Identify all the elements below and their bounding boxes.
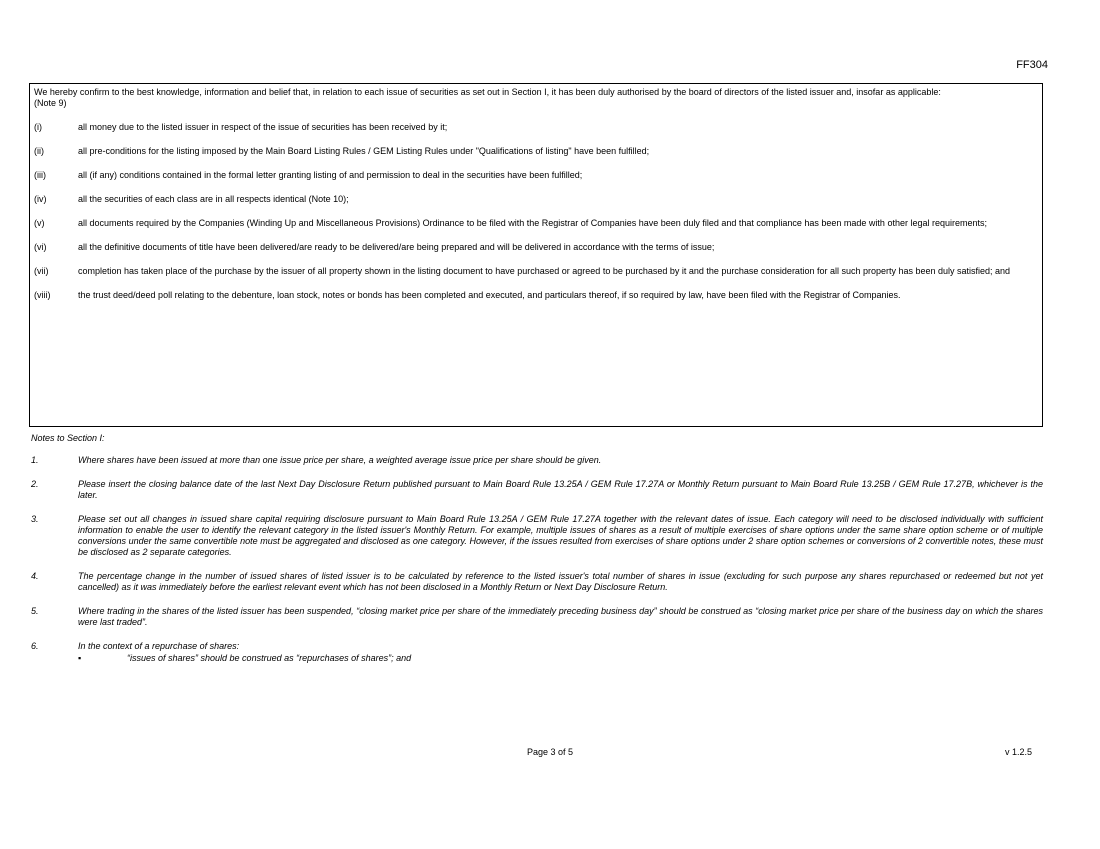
note-text: In the context of a repurchase of shares: [78, 641, 240, 651]
confirmation-item [34, 194, 1038, 205]
note-bullet-text: “issues of shares” should be construed as “repurchases of shares”; and [127, 653, 412, 663]
item-number: (iii) [34, 170, 46, 180]
item-number: (vi) [34, 242, 47, 252]
confirmation-item [34, 218, 1038, 229]
note-number: 1. [31, 455, 39, 465]
confirmation-item [34, 290, 1038, 301]
notes-list [31, 455, 1043, 677]
note-text: Where shares have been issued at more than one issue price per share, a weighted average issue price per share should be given. [78, 455, 602, 465]
item-text: all documents required by the Companies (Winding Up and Miscellaneous Provisions) Ordinance to be filed with the Registrar of Companies have been duly filed and that compliance has been made with other legal requirements; [78, 218, 987, 228]
confirmation-item [34, 242, 1038, 253]
note-number: 4. [31, 571, 39, 581]
item-number: (v) [34, 218, 45, 228]
item-text: all the securities of each class are in all respects identical (Note 10); [78, 194, 349, 204]
note-item [31, 455, 1043, 466]
confirmation-note-ref: (Note 9) [34, 98, 67, 108]
note-item [31, 606, 1043, 628]
note-number: 2. [31, 479, 39, 489]
item-number: (ii) [34, 146, 44, 156]
item-text: completion has taken place of the purchase by the issuer of all property shown in the listing document to have purchased or agreed to be purchased by it and the purchase consideration for all such property has been duly satisfied; and [78, 266, 1011, 276]
confirmation-item [34, 122, 1038, 133]
confirmation-items [34, 122, 1038, 301]
item-number: (iv) [34, 194, 47, 204]
note-item [31, 641, 1043, 664]
page-number: Page 3 of 5 [526, 747, 574, 757]
item-text: all money due to the listed issuer in respect of the issue of securities has been received by it; [78, 122, 448, 132]
note-text: The percentage change in the number of issued shares of listed issuer is to be calculated by reference to the listed issuer's total number of shares in issue (excluding for such purpose any shares repurchased or redeemed but not yet cancelled) as it was immediately before the earliest relevant event which has not been disclosed in a Monthly Return or Next Day Disclosure Return. [78, 571, 1043, 592]
note-text: Where trading in the shares of the listed issuer has been suspended, “closing market price per share of the immediately preceding business day” should be construed as “closing market price per share of the business day on which the shares were last traded”. [78, 606, 1043, 627]
item-number: (i) [34, 122, 42, 132]
note-number: 6. [31, 641, 39, 651]
note-number: 5. [31, 606, 39, 616]
item-number: (viii) [34, 290, 51, 300]
note-item [31, 514, 1043, 558]
note-body [78, 641, 1043, 664]
confirmation-intro-text: We hereby confirm to the best knowledge, information and belief that, in relation to each issue of securities as set out in Section I, it has been duly authorised by the board of directors of the listed issuer and, insofar as applicable: [34, 87, 941, 97]
item-text: the trust deed/deed poll relating to the debenture, loan stock, notes or bonds has been completed and executed, and particulars thereof, if so required by law, have been filed with the Registrar of Companies. [78, 290, 901, 300]
item-text: all the definitive documents of title have been delivered/are ready to be delivered/are being prepared and will be delivered in accordance with the terms of issue; [78, 242, 715, 252]
item-text: all pre-conditions for the listing imposed by the Main Board Listing Rules / GEM Listing Rules under "Qualifications of listing" have been fulfilled; [78, 146, 650, 156]
confirmation-intro [34, 87, 1038, 109]
note-text: Please insert the closing balance date of the last Next Day Disclosure Return published pursuant to Main Board Rule 13.25A / GEM Rule 17.27A or Monthly Return pursuant to Main Board Rule 13.25B / GEM Rule 17.27B, whichever is the later. [78, 479, 1043, 500]
item-text: all (if any) conditions contained in the formal letter granting listing of and permission to deal in the securities have been fulfilled; [78, 170, 583, 180]
notes-title: Notes to Section I: [31, 433, 105, 443]
version-label: v 1.2.5 [1004, 747, 1032, 757]
note-item [31, 479, 1043, 501]
item-number: (vii) [34, 266, 49, 276]
note-bullet-row [78, 653, 1043, 664]
note-text: Please set out all changes in issued share capital requiring disclosure pursuant to Main Board Rule 13.25A / GEM Rule 17.27A together with the relevant dates of issue. Each category will need to be disclosed individually with sufficient information to enable the user to identify the relevant category in the listed issuer's Monthly Return. For example, multiple issues of shares as a result of multiple exercises of share options under the same share option scheme or of multiple conversions under the same convertible note must be aggregated and disclosed as one category. However, if the issues resulted from exercises of share options under 2 share option schemes or conversions of 2 convertible notes, these must be disclosed as 2 separate categories. [78, 514, 1043, 557]
note-number: 3. [31, 514, 39, 524]
form-code: FF304 [1016, 59, 1048, 71]
note-item [31, 571, 1043, 593]
confirmation-item [34, 170, 1038, 181]
confirmation-box [29, 83, 1043, 427]
confirmation-item [34, 266, 1038, 277]
bullet-icon: ▪ [78, 653, 82, 663]
confirmation-item [34, 146, 1038, 157]
